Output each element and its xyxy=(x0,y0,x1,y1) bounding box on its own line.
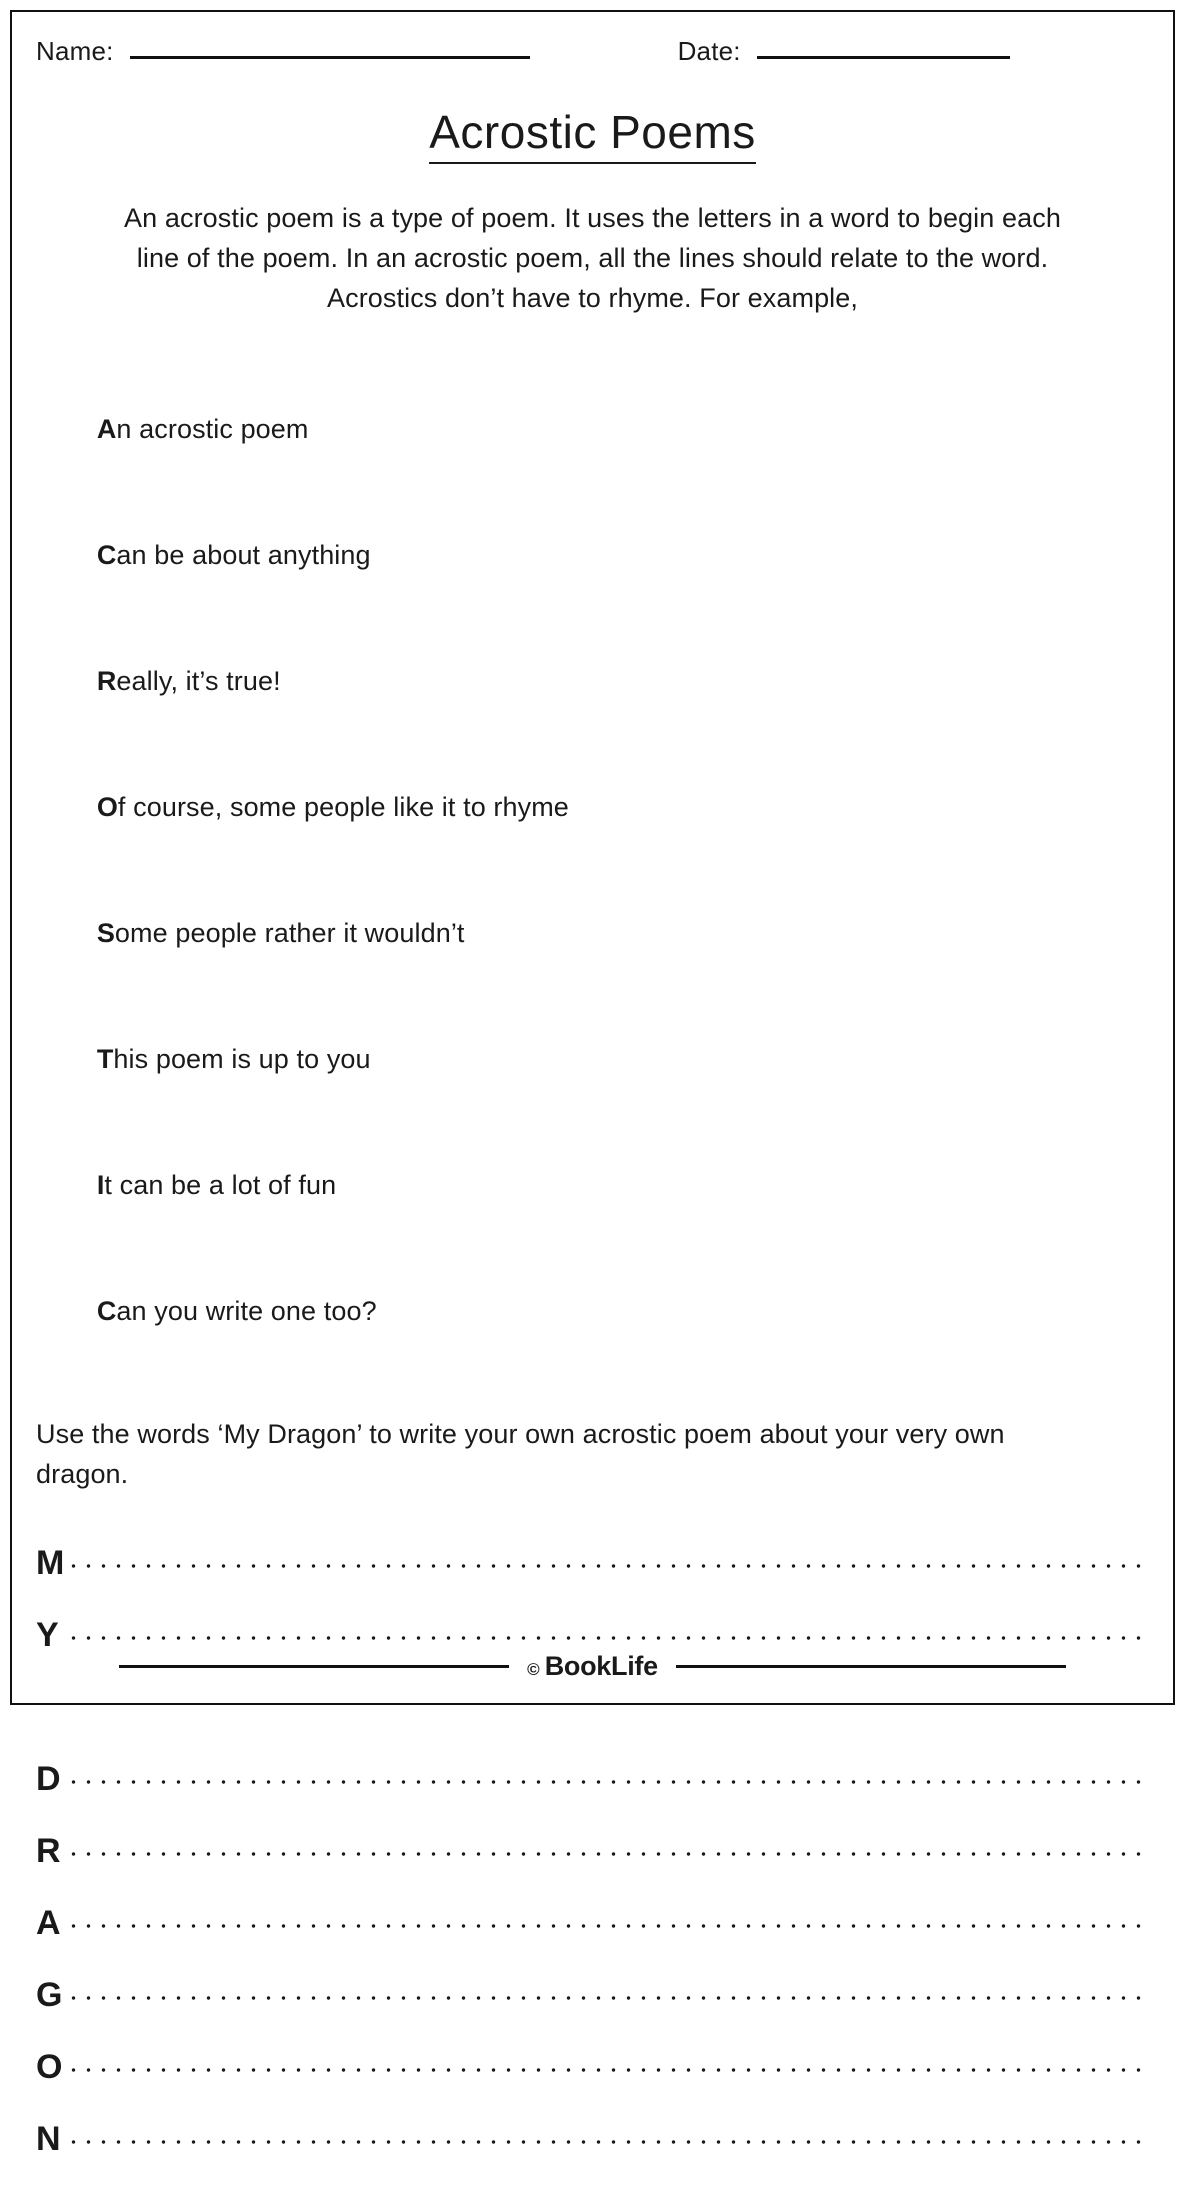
footer xyxy=(36,1651,1149,1681)
copyright-icon: © xyxy=(527,1660,540,1679)
poem-line xyxy=(36,870,1149,996)
answer-letter: O xyxy=(36,2048,63,2086)
poem-line-text: ome people rather it wouldn’t xyxy=(114,918,465,948)
answer-write-line[interactable] xyxy=(66,2062,1149,2078)
answer-letter: M xyxy=(36,1544,65,1582)
answer-row-r[interactable] xyxy=(36,1834,1149,1906)
answer-write-line[interactable] xyxy=(66,2134,1149,2150)
answer-letter: D xyxy=(36,1760,61,1798)
poem-line-text: eally, it’s true! xyxy=(116,666,281,696)
worksheet-content xyxy=(36,10,1149,2158)
intro-paragraph: An acrostic poem is a type of poem. It uses the letters in a word to begin each line of the poem. In an acrostic poem, all the lines should relate to the word. Acrostics don’t have to rhyme. For example, xyxy=(124,203,1061,313)
name-field[interactable] xyxy=(36,36,530,66)
answer-write-line[interactable] xyxy=(66,1774,1149,1790)
poem-line xyxy=(36,366,1149,492)
poem-line xyxy=(36,618,1149,744)
poem-line-initial: T xyxy=(96,1044,114,1074)
poem-line-initial: I xyxy=(96,1170,105,1200)
answer-row-o[interactable] xyxy=(36,2050,1149,2122)
poem-line xyxy=(36,996,1149,1122)
answer-row-g[interactable] xyxy=(36,1978,1149,2050)
poem-line xyxy=(36,744,1149,870)
poem-line-initial: R xyxy=(96,666,117,696)
poem-line-initial: S xyxy=(96,918,115,948)
page-title: Acrostic Poems xyxy=(429,104,756,164)
poem-line-text: his poem is up to you xyxy=(113,1044,371,1074)
answer-write-line[interactable] xyxy=(66,1630,1149,1646)
answer-row-d[interactable] xyxy=(36,1762,1149,1834)
title-container xyxy=(36,104,1149,164)
example-poem xyxy=(36,366,1149,1374)
header xyxy=(36,10,1149,66)
answer-letter: A xyxy=(36,1904,61,1942)
poem-line-initial: C xyxy=(96,540,117,570)
date-label: Date: xyxy=(677,36,741,66)
footer-rule-right xyxy=(676,1665,1066,1668)
answer-row-spacer xyxy=(36,1690,1149,1762)
answer-letter: G xyxy=(36,1976,63,2014)
poem-line xyxy=(36,1248,1149,1374)
answer-write-line[interactable] xyxy=(66,1846,1149,1862)
poem-line-initial: O xyxy=(96,792,118,822)
poem-line-text: f course, some people like it to rhyme xyxy=(117,792,569,822)
answer-row-m[interactable] xyxy=(36,1546,1149,1618)
poem-line xyxy=(36,1122,1149,1248)
name-write-line[interactable] xyxy=(130,56,530,59)
answer-write-line[interactable] xyxy=(66,1990,1149,2006)
poem-line-text: an be about anything xyxy=(116,540,371,570)
answer-row-n[interactable] xyxy=(36,2122,1149,2194)
poem-line-text: n acrostic poem xyxy=(116,414,309,444)
task-instruction: Use the words ‘My Dragon’ to write your own acrostic poem about your very own dragon. xyxy=(36,1419,1005,1489)
answer-write-line[interactable] xyxy=(66,1918,1149,1934)
answer-letter: Y xyxy=(36,1616,59,1654)
poem-line-text: t can be a lot of fun xyxy=(104,1170,337,1200)
date-field[interactable] xyxy=(678,36,1010,66)
footer-rule-left xyxy=(119,1665,509,1668)
brand-name: BookLife xyxy=(544,1651,658,1681)
poem-line-text: an you write one too? xyxy=(116,1296,377,1326)
answer-row-a[interactable] xyxy=(36,1906,1149,1978)
booklife-logo xyxy=(509,1651,676,1681)
date-write-line[interactable] xyxy=(757,56,1010,59)
poem-line-initial: A xyxy=(96,414,117,444)
name-label: Name: xyxy=(36,36,114,66)
answer-lines xyxy=(36,1546,1149,2194)
answer-write-line[interactable] xyxy=(66,1558,1149,1574)
poem-line-initial: C xyxy=(96,1296,117,1326)
answer-letter: N xyxy=(36,2120,61,2158)
poem-line xyxy=(36,492,1149,618)
answer-letter: R xyxy=(36,1832,61,1870)
